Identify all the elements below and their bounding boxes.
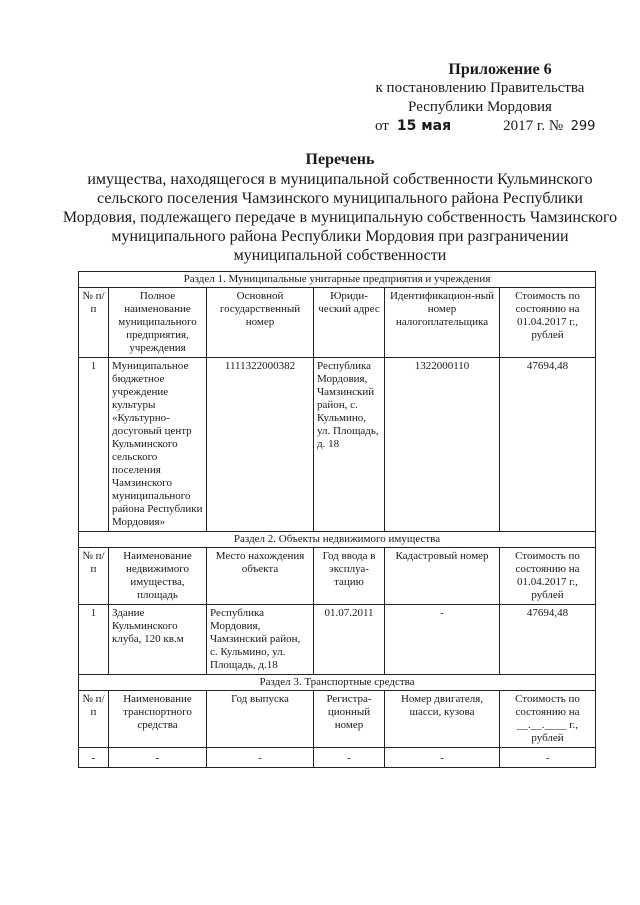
table-cell: 1111322000382	[207, 358, 314, 532]
table-header-cell: Основной государственный номер	[207, 288, 314, 358]
table-cell: Республика Мордовия, Чамзинский район, с. Кульмино, ул. Площадь, д. 18	[314, 358, 385, 532]
table-header-cell: Номер двигателя, шасси, кузова	[385, 691, 500, 748]
table-header-cell: № п/п	[79, 691, 109, 748]
section-3-title-row	[79, 675, 596, 691]
section-3-header-row	[79, 691, 596, 748]
table-cell: Муниципальное бюджетное учреждение культуры «Культурно-досуговый центр Кульминского сельского поселения Чамзинского муниципального района Республики Мордовия»	[109, 358, 207, 532]
table-cell: 1322000110	[385, 358, 500, 532]
table-header-cell: Наименование транспортного средства	[109, 691, 207, 748]
section-1-header-row	[79, 288, 596, 358]
table-cell: -	[314, 748, 385, 768]
date-prefix: от	[375, 118, 389, 134]
table-cell: 47694,48	[500, 605, 596, 675]
table-header-cell: Стоимость по состоянию на __.__.____ г., рублей	[500, 691, 596, 748]
appendix-line-1: к постановлению Правительства	[375, 80, 585, 96]
table-header-cell: Полное наименование муниципального предприятия, учреждения	[109, 288, 207, 358]
table-header-cell: Стоимость по состоянию на 01.04.2017 г., рублей	[500, 548, 596, 605]
table-cell: Здание Кульминского клуба, 120 кв.м	[109, 605, 207, 675]
section-2-title-row	[79, 532, 596, 548]
table-cell: Республика Мордовия, Чамзинский район, с. Кульмино, ул. Площадь, д.18	[207, 605, 314, 675]
section-1-title-row	[79, 272, 596, 288]
table-cell: -	[207, 748, 314, 768]
table-header-cell: Место нахождения объекта	[207, 548, 314, 605]
table-header-cell: № п/п	[79, 548, 109, 605]
table-cell: -	[385, 748, 500, 768]
table-cell: -	[79, 748, 109, 768]
table-cell: 01.07.2011	[314, 605, 385, 675]
table-header-cell: Год ввода в эксплуа-тацию	[314, 548, 385, 605]
document-heading	[60, 150, 620, 265]
table-header-cell: № п/п	[79, 288, 109, 358]
table-cell: -	[385, 605, 500, 675]
date-year: 2017 г. №	[503, 118, 564, 134]
heading-body: имущества, находящегося в муниципальной собственности Кульминского сельского поселения Чамзинского муниципального района Республики Мордовия, подлежащего передаче в муниципальную собственность Чамзинского муниципального района Республики Мордовия при разграничении муниципальной собственности	[62, 171, 618, 264]
table-cell: 1	[79, 358, 109, 532]
table-header-cell: Кадастровый номер	[385, 548, 500, 605]
date-day-month: 15 мая	[396, 118, 452, 134]
appendix-date-line	[355, 117, 605, 136]
table-header-cell: Регистра-ционный номер	[314, 691, 385, 748]
section-3-title: Раздел 3. Транспортные средства	[79, 675, 596, 691]
appendix-header	[355, 60, 605, 136]
table-header-cell: Год выпуска	[207, 691, 314, 748]
appendix-title: Приложение 6	[448, 61, 552, 78]
table-row	[79, 605, 596, 675]
table-header-cell: Юриди-ческий адрес	[314, 288, 385, 358]
doc-number: 299	[570, 119, 596, 134]
table-row	[79, 748, 596, 768]
section-1-title: Раздел 1. Муниципальные унитарные предприятия и учреждения	[79, 272, 596, 288]
table-header-cell: Наименование недвижимого имущества, площадь	[109, 548, 207, 605]
heading-title: Перечень	[305, 151, 375, 168]
table-header-cell: Стоимость по состоянию на 01.04.2017 г., рублей	[500, 288, 596, 358]
table-cell: 1	[79, 605, 109, 675]
property-table	[78, 271, 596, 768]
appendix-line-2: Республики Мордовия	[408, 99, 552, 115]
section-2-title: Раздел 2. Объекты недвижимого имущества	[79, 532, 596, 548]
table-cell: 47694,48	[500, 358, 596, 532]
table-cell: -	[109, 748, 207, 768]
table-header-cell: Идентификацион-ный номер налогоплательщика	[385, 288, 500, 358]
table-row	[79, 358, 596, 532]
table-cell: -	[500, 748, 596, 768]
section-2-header-row	[79, 548, 596, 605]
